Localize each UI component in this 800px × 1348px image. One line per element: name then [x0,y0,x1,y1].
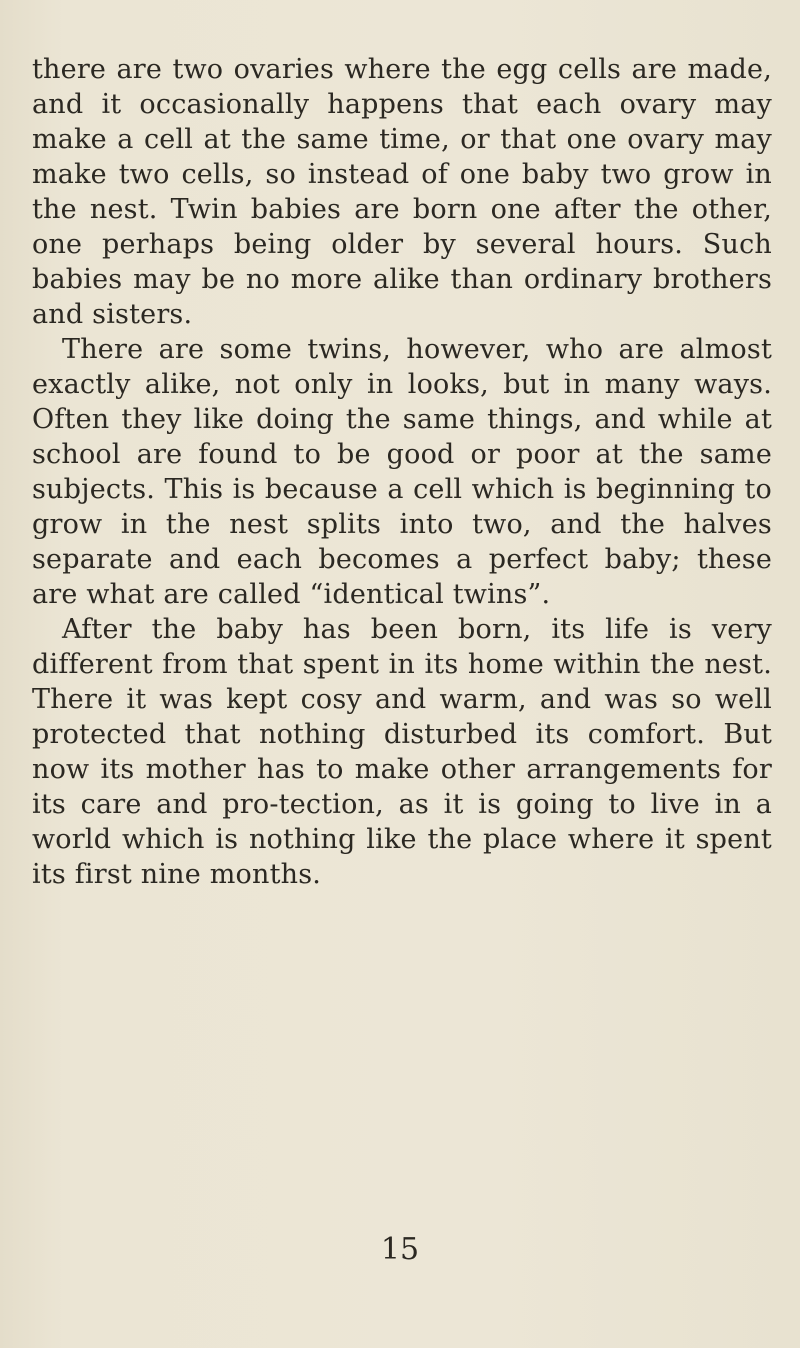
paragraph-2: There are some twins, however, who are almost exactly alike, not only in looks, but in many ways. Often they like doing the same things, and while at school are found to be good or poor at the same subjects. This is because a cell which is beginning to grow in the nest splits into two, and the halves separate and each becomes a perfect baby; these are what are called “identical twins”. [32,334,772,610]
body-text [32,52,772,892]
paragraph-3: After the baby has been born, its life is very different from that spent in its home within the nest. There it was kept cosy and warm, and was so well protected that nothing disturbed its comfort. But now its mother has to make other arrangements for its care and pro-tection, as it is going to live in a world which is nothing like the place where it spent its first nine months. [32,614,772,890]
paragraph-1: there are two ovaries where the egg cells are made, and it occasionally happens that each ovary may make a cell at the same time, or that one ovary may make two cells, so instead of one baby two grow in the nest. Twin babies are born one after the other, one perhaps being older by several hours. Such babies may be no more alike than ordinary brothers and sisters. [32,54,772,330]
page-number: 15 [380,1232,420,1267]
